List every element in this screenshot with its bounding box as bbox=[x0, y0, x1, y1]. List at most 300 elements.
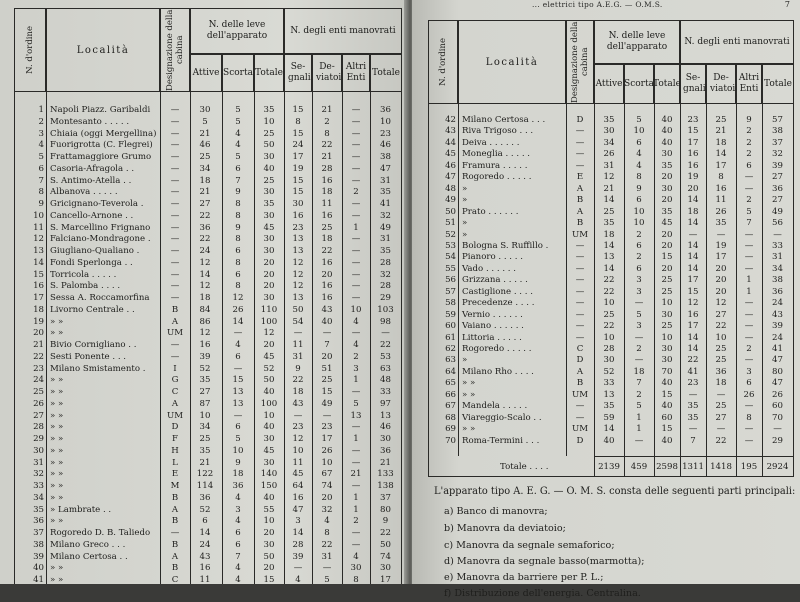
cell-altri: 9 bbox=[746, 115, 752, 125]
cell-n: 17 bbox=[33, 293, 44, 303]
cell-segnali: 15 bbox=[292, 187, 304, 198]
cell-segnali: 35 bbox=[687, 401, 699, 412]
cell-deviatoi: — bbox=[716, 424, 726, 435]
cell-totale: 30 bbox=[263, 210, 275, 221]
cell-altri: 1 bbox=[746, 275, 752, 286]
table-row bbox=[412, 423, 800, 435]
cell-designazione: B bbox=[171, 539, 179, 550]
cell-scorta: 4 bbox=[636, 149, 642, 160]
cell-segnali: — bbox=[293, 563, 303, 574]
cell-localita: Moneglia . . . . . bbox=[462, 149, 531, 160]
cell-localita: » » bbox=[50, 516, 64, 527]
cell-scorta: 3 bbox=[636, 321, 642, 332]
cell-altri: 2 bbox=[353, 187, 359, 198]
cell-localita: » » bbox=[462, 389, 476, 400]
cell-attive: 12 bbox=[199, 281, 211, 292]
cell-altri: 10 bbox=[350, 304, 362, 315]
cell-totale: 40 bbox=[263, 492, 275, 503]
cell-segnali: 3 bbox=[295, 516, 301, 527]
cell-altri: 4 bbox=[353, 551, 359, 562]
cell-n: 63 bbox=[445, 355, 456, 366]
cell-altri: — bbox=[744, 252, 754, 263]
cell-totale: 15 bbox=[661, 389, 673, 400]
cell-attive: 18 bbox=[199, 175, 211, 186]
cell-designazione: — bbox=[575, 298, 585, 309]
cell-altri: — bbox=[744, 355, 754, 366]
cell-attive: 21 bbox=[199, 187, 211, 198]
cell-altri: — bbox=[351, 152, 361, 162]
table-row bbox=[412, 251, 800, 263]
cell-localita: Rogoredo . . . . . bbox=[462, 172, 532, 183]
cell-designazione: UM bbox=[571, 389, 589, 400]
cell-n: 66 bbox=[445, 389, 456, 400]
cell-segnali: 23 bbox=[292, 222, 304, 233]
cell-segnali: 9 bbox=[295, 363, 301, 374]
cell-designazione: — bbox=[170, 187, 180, 198]
cell-attive: 24 bbox=[199, 539, 211, 550]
cell-attive: 26 bbox=[603, 149, 615, 160]
cell-scorta: 10 bbox=[633, 126, 645, 137]
cell-segnali: 14 bbox=[687, 332, 699, 343]
cell-totale: 20 bbox=[661, 263, 673, 274]
cell-localita: Rogoredo D. B. Taliedo bbox=[50, 528, 151, 538]
table-row bbox=[412, 137, 800, 149]
cell-altri: — bbox=[351, 269, 361, 280]
cell-totale2: 35 bbox=[380, 187, 391, 198]
cell-n: 55 bbox=[445, 263, 456, 274]
cell-localita: Torricola . . . . . bbox=[50, 269, 117, 280]
cell-n: 19 bbox=[33, 316, 44, 327]
cell-segnali: 18 bbox=[687, 206, 699, 217]
cell-totale2: 60 bbox=[772, 401, 783, 412]
cell-localita: » » bbox=[50, 457, 64, 468]
cell-deviatoi: 25 bbox=[321, 375, 333, 386]
cell-attive: 52 bbox=[603, 366, 615, 377]
cell-altri: 2 bbox=[353, 516, 359, 527]
cell-totale2: 30 bbox=[380, 434, 391, 444]
cell-n: 46 bbox=[445, 160, 456, 171]
cell-scorta: 15 bbox=[232, 375, 244, 386]
cell-totale2: 37 bbox=[380, 492, 391, 503]
cell-designazione: E bbox=[576, 172, 584, 183]
cell-deviatoi: 26 bbox=[715, 206, 727, 217]
cell-scorta: 4 bbox=[235, 140, 241, 151]
header-leve-group-r: N. delle leve dell'apparato bbox=[594, 20, 680, 64]
table-row bbox=[412, 229, 800, 241]
cell-attive: 22 bbox=[199, 210, 211, 221]
table-row bbox=[412, 377, 800, 389]
cell-designazione: — bbox=[170, 528, 180, 538]
cell-localita: » bbox=[462, 229, 468, 240]
totale-grand: 2924 bbox=[766, 462, 789, 472]
cell-designazione: — bbox=[170, 199, 180, 209]
cell-n: 2 bbox=[38, 116, 44, 127]
cell-totale2: 36 bbox=[380, 445, 391, 456]
cell-deviatoi: 27 bbox=[715, 412, 727, 423]
cell-localita: Giugliano-Qualiano . bbox=[50, 246, 140, 256]
cell-scorta: 4 bbox=[235, 128, 241, 139]
cell-localita: S. Palomba . . . . bbox=[50, 281, 121, 292]
cell-altri: 6 bbox=[746, 378, 752, 389]
cell-segnali: 15 bbox=[292, 175, 304, 186]
cell-totale: 20 bbox=[661, 240, 673, 251]
cell-n: 6 bbox=[38, 163, 44, 174]
cell-scorta: 6 bbox=[235, 351, 241, 362]
cell-segnali: 11 bbox=[292, 457, 304, 468]
cell-totale: 30 bbox=[263, 293, 275, 303]
cell-deviatoi: 17 bbox=[321, 434, 333, 444]
cell-totale: 52 bbox=[263, 363, 275, 374]
cell-altri: — bbox=[351, 457, 361, 468]
cell-totale: 20 bbox=[263, 257, 275, 268]
cell-scorta: 5 bbox=[235, 152, 241, 162]
cell-designazione: A bbox=[171, 316, 179, 327]
cell-n: 40 bbox=[33, 563, 44, 574]
cell-n: 57 bbox=[445, 286, 456, 297]
table-row bbox=[0, 210, 404, 222]
cell-totale2: 29 bbox=[380, 293, 391, 303]
cell-altri: — bbox=[351, 528, 361, 538]
cell-totale2: 36 bbox=[772, 183, 783, 194]
cell-attive: 10 bbox=[603, 332, 615, 343]
cell-attive: 21 bbox=[199, 457, 211, 468]
cell-totale: 15 bbox=[263, 575, 275, 584]
cell-attive: 14 bbox=[603, 195, 615, 206]
cell-totale: 35 bbox=[263, 105, 275, 115]
cell-segnali: 16 bbox=[292, 210, 304, 221]
cell-scorta: 5 bbox=[235, 434, 241, 444]
cell-scorta: 8 bbox=[235, 199, 241, 209]
cell-altri: 7 bbox=[746, 218, 752, 229]
cell-totale: 45 bbox=[263, 445, 275, 456]
cell-altri: 1 bbox=[353, 375, 359, 386]
cell-totale: 20 bbox=[263, 340, 275, 350]
cell-totale2: 47 bbox=[380, 163, 391, 174]
table-row bbox=[0, 515, 404, 527]
cell-designazione: L bbox=[172, 457, 178, 468]
cell-localita: Milano Certosa . . bbox=[50, 551, 128, 562]
cell-altri: 5 bbox=[746, 206, 752, 217]
cell-n: 69 bbox=[445, 424, 456, 435]
cell-attive: 35 bbox=[603, 218, 615, 229]
table-row bbox=[0, 233, 404, 245]
table-row bbox=[0, 104, 404, 116]
cell-localita: Rogoredo . . . . . bbox=[462, 344, 532, 354]
cell-totale: 30 bbox=[661, 183, 673, 194]
cell-totale2: 24 bbox=[772, 332, 783, 343]
cell-totale2: 29 bbox=[772, 435, 783, 446]
cell-altri: — bbox=[351, 105, 361, 115]
cell-altri: 26 bbox=[743, 389, 755, 400]
cell-totale: 30 bbox=[661, 344, 673, 354]
cell-segnali: 16 bbox=[292, 492, 304, 503]
cell-attive: 46 bbox=[199, 140, 211, 151]
cell-localita: Viareggio-Scalo . . bbox=[462, 412, 542, 423]
table-row bbox=[0, 339, 404, 351]
table-row bbox=[0, 327, 404, 339]
cell-deviatoi: 20 bbox=[715, 263, 727, 274]
header-enti-group: N. degli enti manovrati bbox=[284, 8, 402, 54]
cell-n: 5 bbox=[38, 152, 44, 162]
cell-designazione: UM bbox=[571, 424, 589, 435]
cell-segnali: 23 bbox=[687, 115, 699, 125]
cell-totale2: 28 bbox=[380, 257, 391, 268]
cell-totale2: 26 bbox=[772, 389, 783, 400]
table-row bbox=[0, 128, 404, 140]
cell-designazione: M bbox=[170, 481, 180, 491]
table-row bbox=[412, 435, 800, 447]
cell-designazione: D bbox=[171, 422, 179, 433]
cell-totale: 25 bbox=[263, 128, 275, 139]
table-row bbox=[0, 292, 404, 304]
cell-segnali: 12 bbox=[292, 269, 304, 280]
cell-localita: » » bbox=[50, 328, 64, 339]
cell-totale2: 97 bbox=[380, 398, 391, 409]
cell-totale: 15 bbox=[661, 252, 673, 263]
cell-deviatoi: 16 bbox=[321, 281, 333, 292]
cell-segnali: 15 bbox=[292, 105, 304, 115]
totale-totale: 2598 bbox=[656, 462, 678, 472]
cell-designazione: — bbox=[575, 412, 585, 423]
table-row bbox=[412, 194, 800, 206]
cell-deviatoi: 25 bbox=[715, 115, 727, 125]
totale-label: Totale . . . . bbox=[500, 462, 549, 472]
cell-n: 23 bbox=[33, 363, 44, 374]
table-row bbox=[0, 480, 404, 492]
cell-n: 61 bbox=[445, 332, 456, 343]
cell-designazione: G bbox=[171, 375, 179, 386]
cell-scorta: — bbox=[634, 332, 644, 343]
cell-attive: 27 bbox=[199, 199, 211, 209]
cell-localita: Grizzana . . . . . bbox=[462, 275, 528, 286]
cell-altri: — bbox=[744, 172, 754, 183]
cell-n: 29 bbox=[33, 434, 44, 444]
cell-localita: Vado . . . . . . bbox=[462, 263, 516, 274]
cell-localita: » bbox=[462, 355, 468, 366]
cell-deviatoi: 8 bbox=[718, 172, 724, 183]
cell-attive: 33 bbox=[603, 378, 615, 389]
cell-totale2: — bbox=[381, 328, 390, 339]
header-attive-r: Attive bbox=[594, 64, 624, 104]
cell-scorta: 9 bbox=[235, 457, 241, 468]
cell-altri: — bbox=[744, 321, 754, 332]
cell-deviatoi: 20 bbox=[321, 269, 333, 280]
table-row bbox=[0, 445, 404, 457]
cell-localita: Mandela . . . . . bbox=[462, 401, 528, 412]
cell-n: 15 bbox=[33, 269, 44, 280]
cell-localita: Casoria-Afragola . . bbox=[50, 163, 135, 174]
table-row bbox=[0, 257, 404, 269]
cell-n: 38 bbox=[33, 539, 44, 550]
cell-localita: Gricignano-Teverola . bbox=[50, 199, 144, 209]
table-row bbox=[412, 366, 800, 378]
cell-scorta: 12 bbox=[232, 293, 244, 303]
cell-designazione: — bbox=[170, 175, 180, 186]
header-leve-group: N. delle leve dell'apparato bbox=[190, 8, 284, 54]
cell-designazione: — bbox=[170, 269, 180, 280]
cell-segnali: 45 bbox=[292, 469, 304, 480]
cell-n: 43 bbox=[445, 126, 456, 137]
cell-segnali: 17 bbox=[687, 275, 699, 286]
cell-altri: 8 bbox=[746, 412, 752, 423]
cell-deviatoi: 8 bbox=[324, 528, 330, 538]
cell-n: 58 bbox=[445, 298, 456, 309]
cell-localita: » » bbox=[50, 434, 64, 444]
totale-deviatoi: 1418 bbox=[710, 462, 732, 472]
cell-scorta: 6 bbox=[636, 195, 642, 206]
cell-altri: 2 bbox=[746, 126, 752, 137]
cell-localita: Roma-Termini . . . bbox=[462, 435, 540, 446]
cell-localita: » » bbox=[462, 424, 476, 435]
totale-attive: 2139 bbox=[598, 462, 620, 472]
cell-scorta: 7 bbox=[636, 378, 642, 389]
cell-scorta: 2 bbox=[636, 344, 642, 354]
cell-scorta: 2 bbox=[636, 229, 642, 240]
table-row bbox=[412, 389, 800, 401]
cell-segnali: 17 bbox=[687, 321, 699, 332]
cell-designazione: D bbox=[576, 355, 584, 366]
cell-totale: 20 bbox=[661, 229, 673, 240]
cell-segnali: 17 bbox=[687, 137, 699, 148]
cell-localita: » » bbox=[50, 575, 64, 584]
cell-designazione: A bbox=[171, 551, 179, 562]
cell-deviatoi: — bbox=[322, 410, 332, 421]
table-row bbox=[412, 125, 800, 137]
cell-deviatoi: 15 bbox=[321, 387, 333, 397]
cell-totale2: 31 bbox=[380, 234, 391, 245]
cell-totale: 110 bbox=[260, 304, 278, 315]
table-row bbox=[412, 309, 800, 321]
cell-attive: 18 bbox=[199, 293, 211, 303]
cell-attive: 21 bbox=[603, 183, 615, 194]
cell-deviatoi: 28 bbox=[321, 163, 333, 174]
header-scorta: Scorta bbox=[222, 54, 254, 92]
cell-totale: 70 bbox=[661, 366, 673, 377]
table-row bbox=[412, 160, 800, 172]
cell-designazione: — bbox=[170, 128, 180, 139]
cell-scorta: 6 bbox=[636, 263, 642, 274]
cell-scorta: 8 bbox=[636, 172, 642, 183]
cell-n: 48 bbox=[445, 183, 456, 194]
table-row bbox=[412, 400, 800, 412]
cell-scorta: 6 bbox=[235, 422, 241, 433]
cell-segnali: 12 bbox=[292, 257, 304, 268]
cell-deviatoi: — bbox=[322, 328, 332, 339]
cell-n: 25 bbox=[33, 387, 44, 397]
cell-localita: » » bbox=[50, 375, 64, 386]
cell-designazione: — bbox=[170, 140, 180, 151]
cell-deviatoi: 20 bbox=[321, 492, 333, 503]
cell-localita: » » bbox=[50, 469, 64, 480]
cell-altri: — bbox=[351, 175, 361, 186]
cell-totale: 30 bbox=[661, 309, 673, 320]
cell-altri: — bbox=[744, 309, 754, 320]
cell-totale2: 56 bbox=[772, 218, 783, 229]
cell-localita: » Lambrate . . bbox=[50, 504, 112, 515]
cell-localita: Milano Rho . . . . bbox=[462, 366, 534, 377]
cell-designazione: — bbox=[170, 257, 180, 268]
cell-n: 50 bbox=[445, 206, 456, 217]
header-scorta-r: Scorta bbox=[624, 64, 654, 104]
table-row bbox=[412, 114, 800, 126]
cell-scorta: 2 bbox=[636, 389, 642, 400]
cell-scorta: 26 bbox=[232, 304, 244, 315]
cell-attive: 13 bbox=[603, 252, 615, 263]
table-row bbox=[412, 320, 800, 332]
cell-altri: 2 bbox=[746, 344, 752, 354]
cell-totale: 35 bbox=[661, 206, 673, 217]
cell-totale2: 50 bbox=[380, 539, 391, 550]
cell-localita: Livorno Centrale . . bbox=[50, 304, 135, 315]
cell-altri: 1 bbox=[353, 222, 359, 233]
cell-totale: 45 bbox=[661, 218, 673, 229]
cell-segnali: 16 bbox=[687, 309, 699, 320]
cell-localita: Falciano-Mondragone . bbox=[50, 234, 151, 245]
cell-designazione: — bbox=[170, 281, 180, 292]
cell-segnali: 12 bbox=[292, 434, 304, 444]
cell-totale: 50 bbox=[263, 140, 275, 151]
cell-designazione: — bbox=[575, 275, 585, 286]
cell-segnali: — bbox=[688, 424, 698, 435]
cell-altri: 5 bbox=[353, 398, 359, 409]
cell-attive: 10 bbox=[199, 410, 211, 421]
cell-designazione: C bbox=[576, 344, 584, 354]
cell-totale: 10 bbox=[263, 410, 275, 421]
cell-segnali: 13 bbox=[292, 246, 304, 256]
table-row bbox=[412, 354, 800, 366]
cell-totale2: 34 bbox=[772, 263, 783, 274]
cell-totale: 25 bbox=[661, 275, 673, 286]
cell-localita: Sessa A. Roccamorfina bbox=[50, 293, 150, 303]
cell-localita: Bologna S. Ruffillo . bbox=[462, 240, 549, 251]
cell-scorta: 5 bbox=[636, 401, 642, 412]
cell-attive: 59 bbox=[603, 412, 615, 423]
description-intro: L'apparato tipo A. E. G. — O. M. S. consta delle seguenti parti principali: bbox=[434, 486, 796, 497]
cell-deviatoi: 21 bbox=[321, 105, 333, 115]
cell-attive: 25 bbox=[199, 152, 211, 162]
cell-attive: 5 bbox=[202, 116, 208, 127]
cell-n: 11 bbox=[33, 222, 44, 233]
cell-altri: 1 bbox=[353, 492, 359, 503]
cell-deviatoi: 25 bbox=[715, 401, 727, 412]
cell-deviatoi: 22 bbox=[321, 246, 333, 256]
cell-attive: 35 bbox=[199, 445, 211, 456]
table-row bbox=[0, 398, 404, 410]
table-row bbox=[0, 222, 404, 234]
table-row bbox=[0, 351, 404, 363]
cell-totale: 140 bbox=[260, 469, 278, 480]
cell-segnali: 11 bbox=[292, 340, 304, 350]
page-number: 7 bbox=[784, 0, 790, 9]
cell-scorta: 9 bbox=[235, 187, 241, 198]
cell-totale2: 33 bbox=[772, 240, 783, 251]
header-totale2: Totale bbox=[370, 54, 402, 92]
cell-totale: 20 bbox=[661, 195, 673, 206]
cell-n: 52 bbox=[445, 229, 456, 240]
cell-totale2: 28 bbox=[380, 281, 391, 292]
cell-designazione: — bbox=[170, 246, 180, 256]
cell-localita: Littoria . . . . . bbox=[462, 332, 522, 343]
cell-segnali: 13 bbox=[292, 234, 304, 245]
cell-segnali: 14 bbox=[687, 344, 699, 354]
cell-deviatoi: 23 bbox=[321, 422, 333, 433]
cell-altri: 2 bbox=[746, 195, 752, 206]
cell-deviatoi: 27 bbox=[715, 309, 727, 320]
cell-deviatoi: 5 bbox=[324, 575, 330, 584]
cell-deviatoi: — bbox=[716, 389, 726, 400]
cell-segnali: 14 bbox=[292, 528, 304, 538]
cell-n: 9 bbox=[38, 199, 44, 209]
